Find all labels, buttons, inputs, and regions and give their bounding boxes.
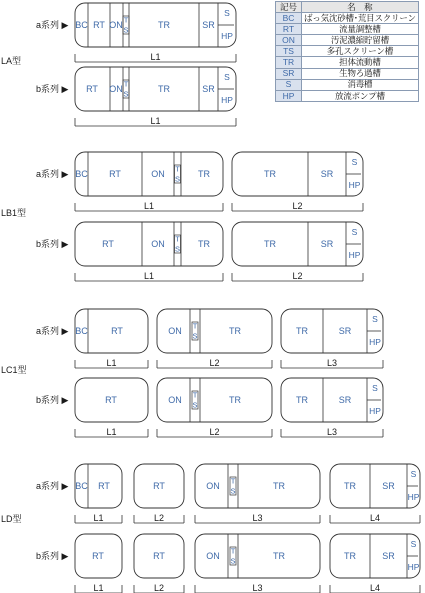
tank-label: TR <box>198 169 210 179</box>
tank-label: TR <box>296 395 308 405</box>
tank-label-ts: T <box>192 390 198 400</box>
series-label: b系列 ▶ <box>36 239 69 249</box>
tank-label: RT <box>98 481 110 491</box>
tank-label-ts: S <box>174 174 181 184</box>
legend-row <box>276 35 419 46</box>
series-label: b系列 ▶ <box>36 551 69 561</box>
tank-label: S <box>410 539 417 549</box>
dimension-label: L1 <box>143 201 155 211</box>
tank-label-ts: T <box>123 15 129 25</box>
dimension-label: L3 <box>252 583 263 593</box>
tank-label: RT <box>109 169 121 179</box>
tank-label-ts: S <box>123 25 129 35</box>
tank-label: BC <box>75 169 88 179</box>
tank-label: RT <box>111 326 123 336</box>
tank-label: HP <box>221 95 233 105</box>
tank-label-ts: S <box>230 556 236 566</box>
dimension-label: L1 <box>93 513 104 523</box>
tank-label-ts: T <box>192 321 198 331</box>
tank-label: ON <box>168 326 182 336</box>
tank-label: SR <box>338 326 352 336</box>
tank-label-ts: T <box>230 476 236 486</box>
tank-label-ts: T <box>230 546 236 556</box>
dimension-label: L1 <box>106 358 117 368</box>
legend-symbol: ON <box>276 35 302 46</box>
series-label: a系列 ▶ <box>36 481 69 491</box>
tank-label: HP <box>348 250 361 260</box>
tank-label: TR <box>158 20 170 30</box>
legend-symbol: S <box>276 79 302 90</box>
tank-label: SR <box>338 395 352 405</box>
dimension-label: L2 <box>153 583 165 593</box>
tank-label: SR <box>382 481 395 491</box>
dimension-label: L4 <box>369 513 381 523</box>
legend-symbol: SR <box>276 68 302 79</box>
tank-label: HP <box>407 492 420 502</box>
legend-row <box>276 46 419 57</box>
tank-label: RT <box>86 84 98 94</box>
series-label: b系列 ▶ <box>36 395 69 405</box>
legend-name: 消毒槽 <box>302 79 419 90</box>
series-label: a系列 ▶ <box>36 326 69 336</box>
tank-label: HP <box>369 337 381 347</box>
tank-label: RT <box>93 20 105 30</box>
group-label: LA型 <box>1 56 22 66</box>
group-label: LB1型 <box>1 208 27 218</box>
legend-row <box>276 79 419 90</box>
series-label: a系列 ▶ <box>36 20 69 30</box>
dimension-label: L2 <box>292 271 303 281</box>
tank-label: ON <box>206 481 220 491</box>
legend-symbol: TS <box>276 46 302 57</box>
dimension-label: L3 <box>252 513 263 523</box>
legend-name: 生物ろ過槽 <box>302 68 419 79</box>
tank-label: HP <box>407 562 420 572</box>
legend-row <box>276 68 419 79</box>
legend-symbol: HP <box>276 90 302 101</box>
legend-table <box>275 1 419 102</box>
legend-name: 放流ポンプ槽 <box>302 90 419 101</box>
tank-label: TR <box>296 326 308 336</box>
series-label: a系列 ▶ <box>36 169 69 179</box>
dimension-label: L3 <box>326 358 338 368</box>
tank-label-ts: T <box>123 79 129 89</box>
tank-label: TR <box>229 326 241 336</box>
legend-row <box>276 13 419 24</box>
tank-label: TR <box>344 551 356 561</box>
tank-label: ON <box>109 20 123 30</box>
legend-row <box>276 24 419 35</box>
tank-label: RT <box>102 239 114 249</box>
legend-symbol: TR <box>276 57 302 68</box>
legend-symbol: RT <box>276 24 302 35</box>
tank-label: TR <box>264 239 276 249</box>
tank-label: SR <box>202 20 215 30</box>
legend-name: 多孔スクリーン槽 <box>302 46 419 57</box>
series-label: b系列 ▶ <box>36 84 69 94</box>
tank-label-ts: S <box>192 400 198 410</box>
legend-name: 担体流動槽 <box>302 57 419 68</box>
legend-header-name: 名 称 <box>302 2 419 13</box>
tank-label-ts: T <box>175 164 180 174</box>
tank-label: S <box>351 157 358 167</box>
tank-label: TR <box>344 481 356 491</box>
legend-row <box>276 57 419 68</box>
dimension-label: L1 <box>93 583 104 593</box>
tank-label: SR <box>382 551 395 561</box>
tank-label: SR <box>202 84 215 94</box>
legend-header-symbol: 記号 <box>276 2 302 13</box>
tank-label: TR <box>229 395 241 405</box>
legend-name: 汚泥濃縮貯留槽 <box>302 35 419 46</box>
tank-label: HP <box>221 31 233 41</box>
tank-label: TR <box>158 84 170 94</box>
tank-unit <box>232 222 363 266</box>
tank-label: S <box>372 383 378 393</box>
legend-name: 流量調整槽 <box>302 24 419 35</box>
tank-label-ts: S <box>174 244 181 254</box>
tank-label: SR <box>320 239 334 249</box>
tank-label: RT <box>153 481 165 491</box>
tank-label: ON <box>151 169 165 179</box>
dimension-label: L3 <box>326 427 338 437</box>
legend-symbol: BC <box>276 13 302 24</box>
dimension-label: L2 <box>153 513 165 523</box>
legend-header-row <box>276 2 419 13</box>
tank-label: S <box>372 314 378 324</box>
dimension-label: L2 <box>292 201 303 211</box>
tank-label: S <box>224 8 230 18</box>
tank-label: ON <box>168 395 182 405</box>
tank-label: ON <box>151 239 165 249</box>
tank-label: BC <box>75 481 88 491</box>
tank-label: TR <box>264 169 276 179</box>
tank-label: TR <box>198 239 210 249</box>
tank-label: RT <box>105 395 117 405</box>
tank-label: S <box>410 469 417 479</box>
dimension-label: L1 <box>150 116 161 126</box>
dimension-label: L1 <box>143 271 155 281</box>
tank-label: SR <box>320 169 334 179</box>
tank-label: S <box>224 72 230 82</box>
tank-label: RT <box>153 551 165 561</box>
tank-unit <box>232 152 363 196</box>
legend-row <box>276 90 419 101</box>
group-label: LC1型 <box>1 365 27 375</box>
tank-label: S <box>351 227 358 237</box>
tank-label: BC <box>75 20 88 30</box>
dimension-label: L1 <box>106 427 117 437</box>
tank-label-ts: T <box>175 234 180 244</box>
tank-label: RT <box>92 551 104 561</box>
tank-label: TR <box>273 551 285 561</box>
legend-name: ばっ気沈砂槽･荒目スクリーン <box>302 13 419 24</box>
group-label: LD型 <box>1 514 22 524</box>
tank-label-ts: S <box>123 89 129 99</box>
tank-label-ts: S <box>230 486 236 496</box>
tank-label: BC <box>75 326 88 336</box>
tank-label: ON <box>109 84 123 94</box>
tank-label: ON <box>206 551 220 561</box>
dimension-label: L1 <box>150 52 161 62</box>
dimension-label: L4 <box>369 583 381 593</box>
tank-label-ts: S <box>192 331 198 341</box>
tank-label: HP <box>348 180 361 190</box>
tank-label: HP <box>369 406 381 416</box>
tank-label: TR <box>273 481 285 491</box>
dimension-label: L2 <box>209 427 220 437</box>
dimension-label: L2 <box>209 358 220 368</box>
